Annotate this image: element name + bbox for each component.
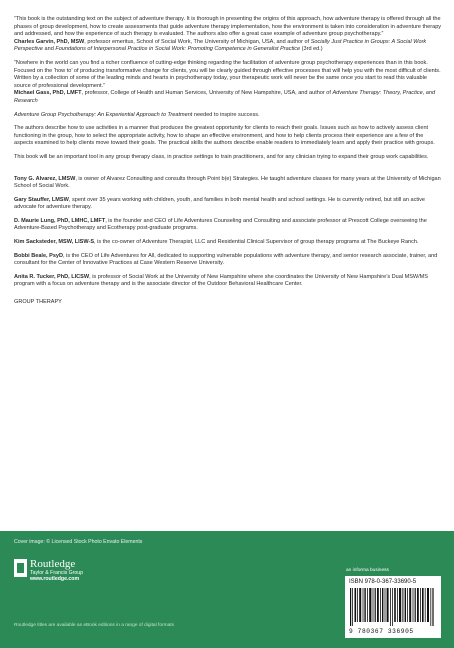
ebook-note: Routledge titles are available as eBook editions in a range of digital formats: [14, 623, 174, 628]
book-importance: This book will be an important tool in any group therapy class, in practice settings to train practitioners, and for any clinician trying to expand their group work capabilities.: [14, 153, 429, 160]
publisher-group: Taylor & Francis Group: [30, 570, 84, 576]
author-bio: Kim Sacksteder, MSW, LISW-S, is the co-owner of Adventure Therapist, LLC and Residential Clinical Supervisor of group therapy programs at The Buckeye Ranch.: [14, 239, 419, 246]
book-description: The authors describe how to use activities in a manner that produces the greatest opportunity for clients to reach their goals. Issues such as how to actively assess client functioning in the group, how to select the appropriate activity, how to shape an effective environment, and how to help clients process their experience are a few of the aspects examined to help clients move toward their goals. The practical skills the authors describe enable readers to immediately learn and apply their practice with groups.: [14, 125, 435, 147]
endorser-name: Michael Gass, PhD, LMFT: [14, 90, 82, 97]
isbn-text: ISBN 978-0-367-33690-5: [349, 579, 417, 585]
author-bio: Gary Stauffer, LMSW, spent over 35 years working with children, youth, and families in both mental health and school settings. He is currently retired, but still an active advocate for adventure therapy.: [14, 196, 425, 211]
publisher-url[interactable]: www.routledge.com: [30, 576, 80, 582]
back-cover-text: [14, 16, 442, 313]
publisher-footer: [0, 531, 454, 648]
book-title: Adventure Therapy: Theory, Practice, and Research: [14, 90, 436, 104]
endorsement-gass: “Nowhere in the world can you find a richer confluence of cutting-edge thinking regarding the facilitation of adventure group psychotherapy experiences than in this book. Focused on the ‘how to’ of producing transformative change for clients, you will be clearly guided through effective processes that will help you with the most difficult of clients. Written by a collection of some of the leading minds and hearts in psychotherapy today, your therapeutic work will never be the same once you start to read this valuable source of professional development.” Michael Gass, PhD, LMFT, professor, College of Health and Human Services, University of New Hampshire, USA, and author of Adventure Therapy: Theory, Practice, and Research: [14, 59, 441, 104]
endorsement-quote: “This book is the outstanding text on the subject of adventure therapy. It is thorough in presenting the origins of this approach, how adventure therapy is offered through all the phases of group development, how to create assessments that guide adventure therapy implementation, how the environment is taken into consideration in adventure therapy and addressed, and how the experience of such therapy is evaluated. The authors also offer a great case example of adventure group psychotherapy.”: [14, 16, 442, 38]
barcode: [345, 576, 441, 638]
endorser-name: Charles Garvin, PhD, MSW: [14, 38, 85, 45]
cover-credit: Cover image: © Licensed Stock Photo Envato Elements: [14, 539, 143, 545]
author-bio: Bobbi Beale, PsyD, is the CEO of Life Adventures for All, dedicated to supporting vulnerable populations with adventure therapy, and senior research associate, trainer, and consultant for the Center of Innovative Practices at Case Western Reserve University.: [14, 252, 438, 267]
barcode-bars-icon: [350, 588, 436, 626]
publisher-name: Routledge: [30, 558, 76, 570]
book-title: Foundations of Interpersonal Practice in Social Work: Promoting Competence in Generalist Practice: [55, 46, 301, 53]
informa-label: an informa business: [346, 568, 389, 573]
book-tagline: Adventure Group Psychotherapy: An Experiential Approach to Treatment needed to inspire success.: [14, 111, 260, 118]
endorsement-quote: “Nowhere in the world can you find a richer confluence of cutting-edge thinking regarding the facilitation of adventure group psychotherapy experiences than in this book. Focused on the ‘how to’ of producing transformative change for clients, you will be clearly guided through effective processes that will help you with the most difficult of clients. Written by a collection of some of the leading minds and hearts in psychotherapy today, your therapeutic work will never be the same once you start to read this valuable source of professional development.”: [14, 59, 441, 89]
barcode-digits: 9 780367 336905: [349, 628, 414, 635]
routledge-logo-icon: [14, 559, 27, 577]
book-title: Socially Just Practice in Groups: A Social Work Perspective: [14, 38, 427, 53]
author-bio: D. Maurie Lung, PhD, LMHC, LMFT, is the founder and CEO of Life Adventures Counseling and Consulting and associate professor at Prescott College overseeing the Adventure-Based Psychotherapy and Ecotherapy post-graduate programs.: [14, 217, 427, 232]
author-bio: Anita R. Tucker, PhD, LICSW, is professor of Social Work at the University of New Hampshire where she coordinates the University of New Hampshire’s Dual MSW/MS program with a focus on adventure therapy and is the associate director of the Outdoor Behavioral Healthcare Center.: [14, 273, 429, 288]
category-label: GROUP THERAPY: [14, 299, 62, 306]
endorsement-garvin: “This book is the outstanding text on the subject of adventure therapy. It is thorough in presenting the origins of this approach, how adventure therapy is offered through all the phases of group development, how to create assessments that guide adventure therapy implementation, how the environment is taken into consideration in adventure therapy and addressed, and how the experience of such therapy is evaluated. The authors also offer a great case example of adventure group psychotherapy.” Charles Garvin, PhD, MSW, professor emeritus, School of Social Work, The University of Michigan, USA, and author of Socially Just Practice in Groups: A Social Work Perspective and Foundations of Interpersonal Practice in Social Work: Promoting Competence in Generalist Practice (3rd ed.): [14, 16, 442, 53]
author-bio: Tony G. Alvarez, LMSW, is owner of Alvarez Consulting and consults through Point b(e) Strategies. He taught adventure classes for many years at the University of Michigan School of Social Work.: [14, 175, 441, 190]
